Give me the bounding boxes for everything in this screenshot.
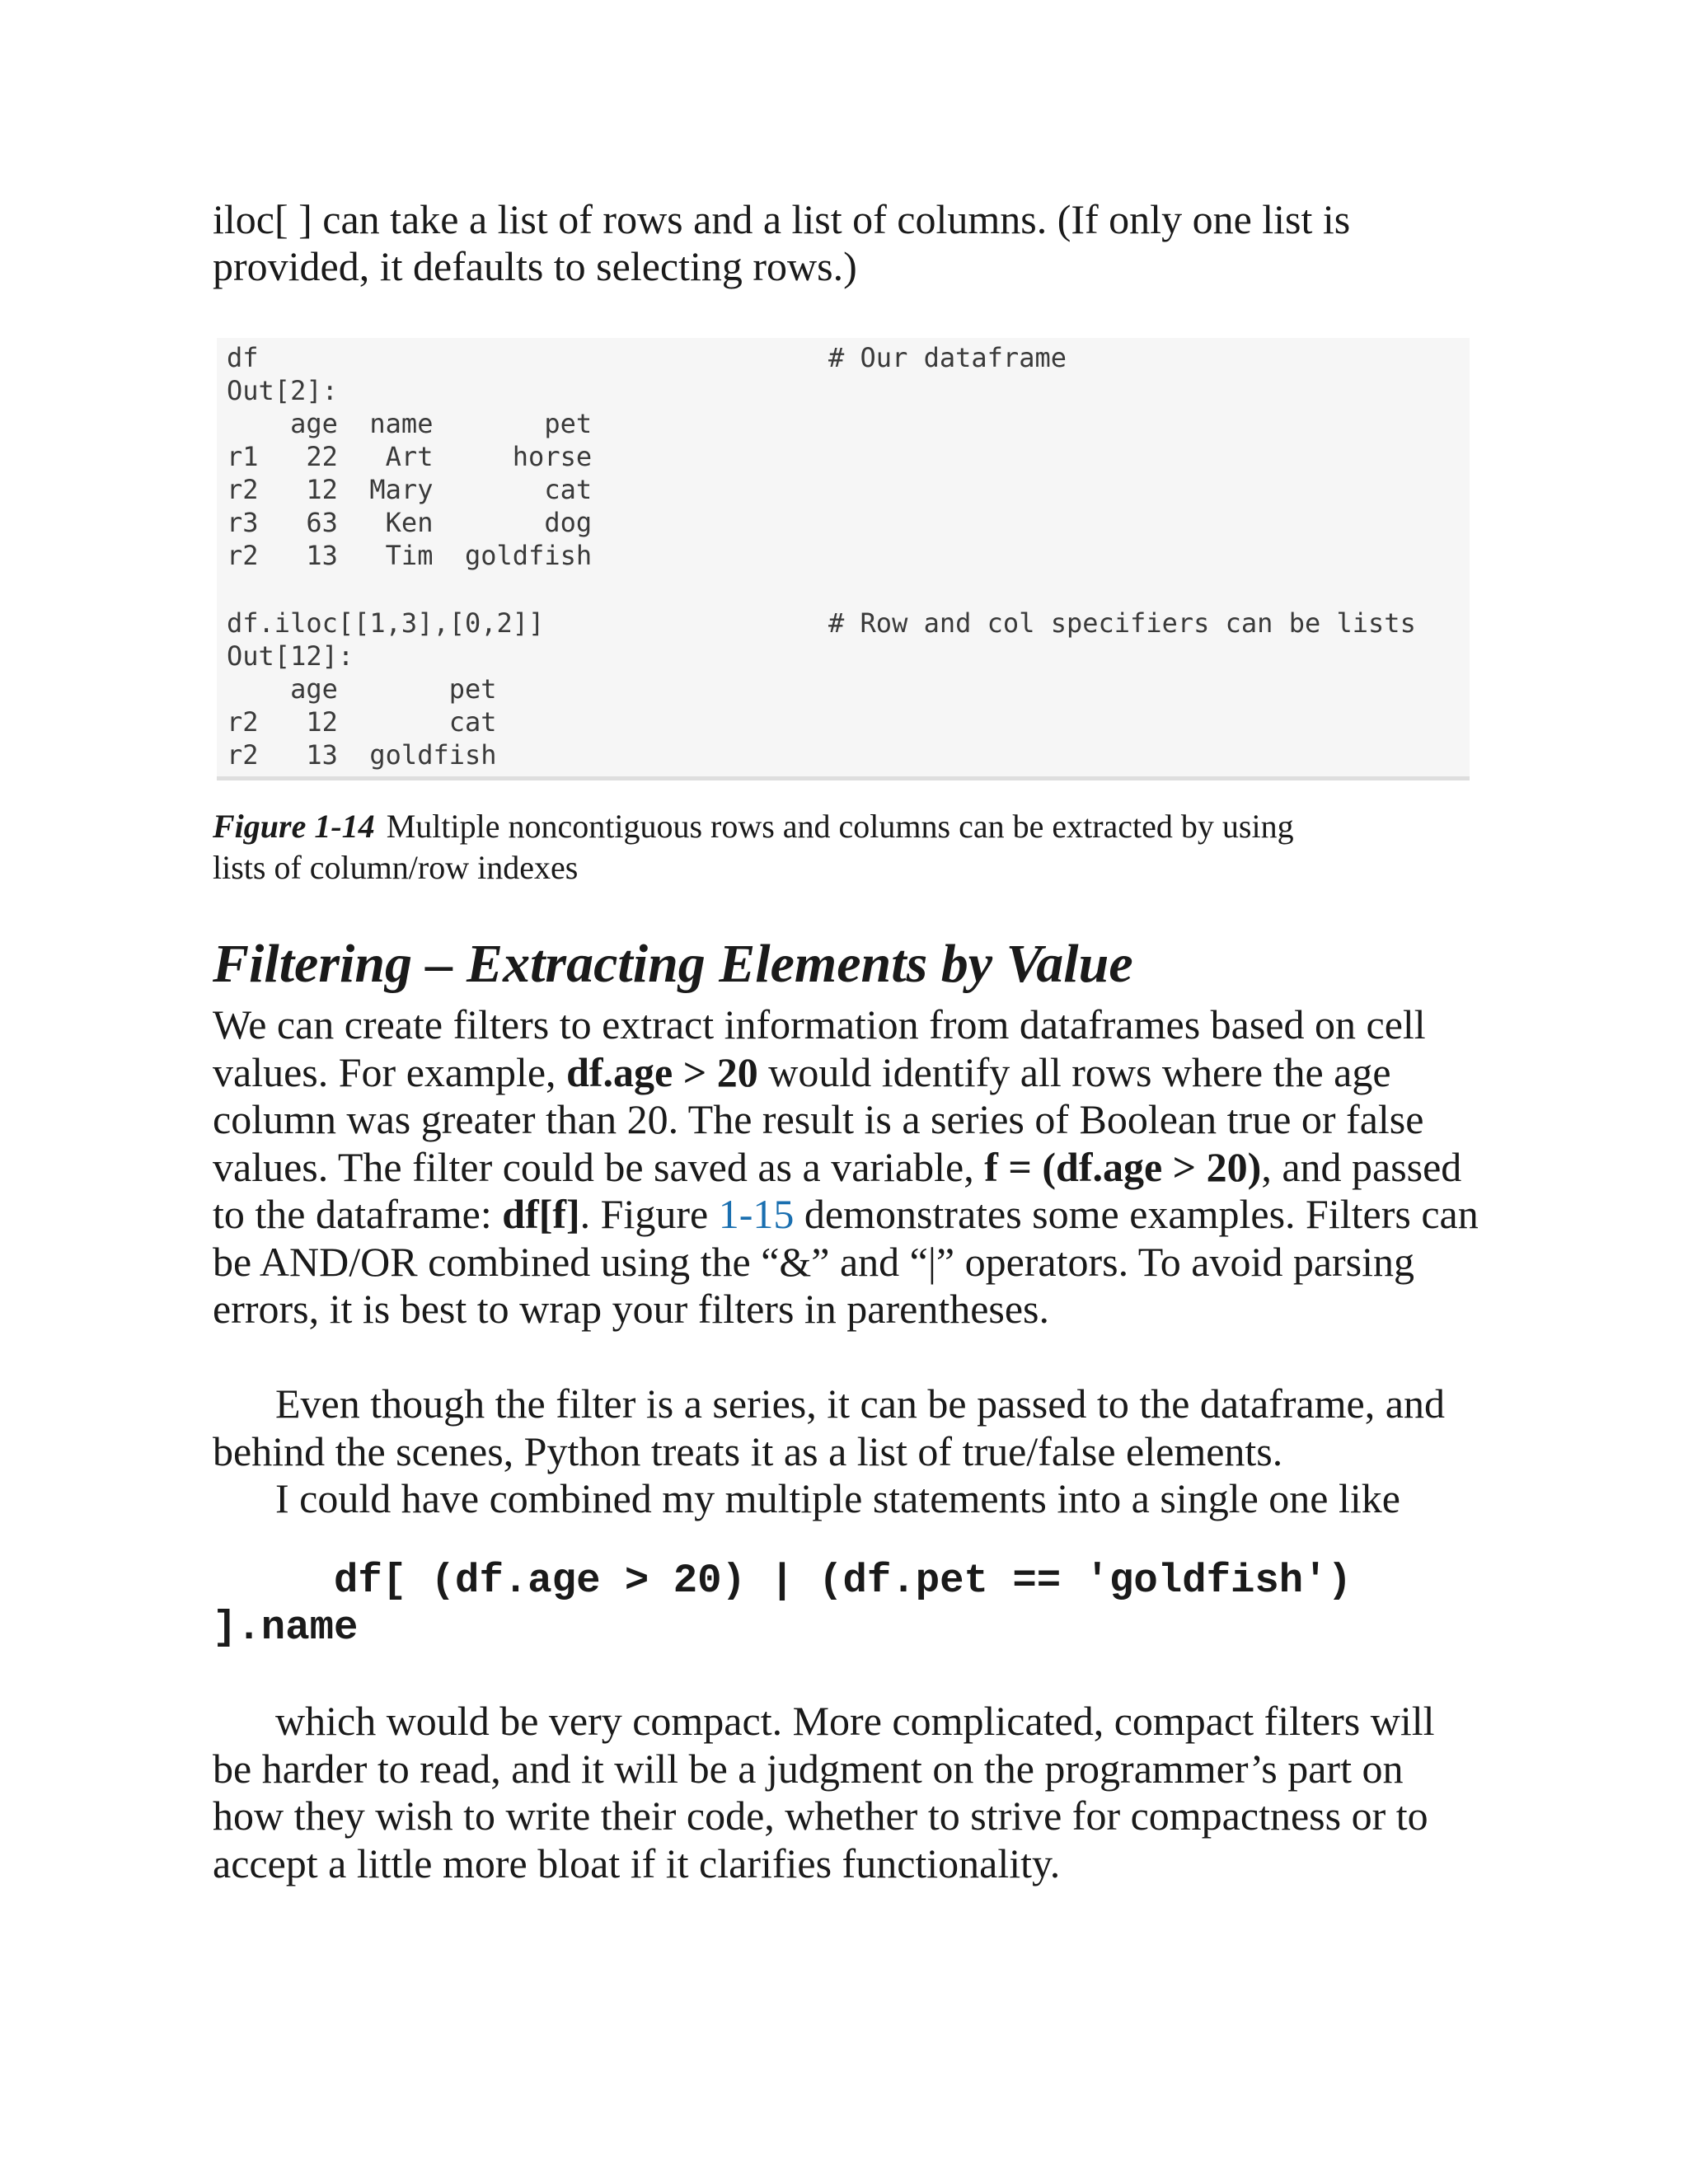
code-line: r2 12 cat xyxy=(227,706,497,738)
code-example xyxy=(213,1558,1482,1652)
section-heading: Filtering – Extracting Elements by Value xyxy=(213,934,1133,994)
code-screenshot xyxy=(217,338,1470,780)
code-line: r2 13 goldfish xyxy=(227,739,497,771)
figure-caption xyxy=(213,806,1482,888)
intro-line-1: iloc[ ] can take a list of rows and a list of columns. (If only one list is xyxy=(213,196,1351,242)
code-example-line-2: ].name xyxy=(213,1605,359,1651)
paragraph-compact xyxy=(213,1698,1482,1887)
code-comment: # Row and col specifiers can be lists xyxy=(828,607,1416,639)
code-example-line-1: df[ (df.age > 20) | (df.pet == 'goldfish') xyxy=(213,1558,1353,1604)
code-line: r2 12 Mary cat xyxy=(227,474,593,505)
intro-paragraph xyxy=(213,196,1449,290)
code-line: r2 13 Tim goldfish xyxy=(227,540,593,571)
code-line: age pet xyxy=(227,673,497,705)
paragraph-combined xyxy=(213,1475,1482,1523)
code-comment: # Our dataframe xyxy=(828,342,1067,373)
text-run: , and passed to the dataframe: xyxy=(213,1143,1462,1237)
text-run: . Figure xyxy=(579,1191,719,1237)
code-line: Out[2]: xyxy=(227,375,338,406)
text-run: demonstrates some examples. Filters can be AND/OR combined using the “&” and “|” operators. To avoid parsing errors, it is best to wrap your filters in parentheses. xyxy=(213,1191,1479,1332)
figure-link[interactable]: 1-15 xyxy=(718,1191,795,1237)
text-run: would identify all rows where the age column was greater than 20. The result is a series of Boolean true or false values. The filter could be saved as a variable, xyxy=(213,1048,1424,1190)
code-line: age name pet xyxy=(227,408,593,439)
caption-line-2: lists of column/row indexes xyxy=(213,849,579,886)
text-run: which would be very compact. More complicated, compact filters will be harder to read, and it will be a judgment on the programmer’s part on how they wish to write their code, whether to strive for compactness or to accept a little more bloat if it clarifies functionality. xyxy=(213,1698,1435,1886)
code-line: r1 22 Art horse xyxy=(227,441,593,472)
text-run: Even though the filter is a series, it can be passed to the dataframe, and behind the scenes, Python treats it as a list of true/false elements. xyxy=(213,1380,1445,1474)
bold-code: f = (df.age > 20) xyxy=(984,1143,1262,1190)
code-line: Out[12]: xyxy=(227,640,354,672)
caption-line-1: Multiple noncontiguous rows and columns can be extracted by using xyxy=(386,808,1294,845)
code-line: df.iloc[[1,3],[0,2]] xyxy=(227,607,545,639)
figure-label: Figure 1-14 xyxy=(213,808,375,845)
bold-code: df[f] xyxy=(502,1191,580,1237)
text-run: We can create filters to extract information from dataframes based on cell values. For example, xyxy=(213,1001,1426,1095)
code-line: df xyxy=(227,342,259,373)
code-line: r3 63 Ken dog xyxy=(227,507,593,538)
bold-code: df.age > 20 xyxy=(566,1048,758,1095)
paragraph-series xyxy=(213,1380,1482,1475)
paragraph-filters xyxy=(213,1001,1482,1333)
intro-line-2: provided, it defaults to selecting rows.) xyxy=(213,243,857,289)
text-run: I could have combined my multiple statements into a single one like xyxy=(275,1475,1400,1521)
